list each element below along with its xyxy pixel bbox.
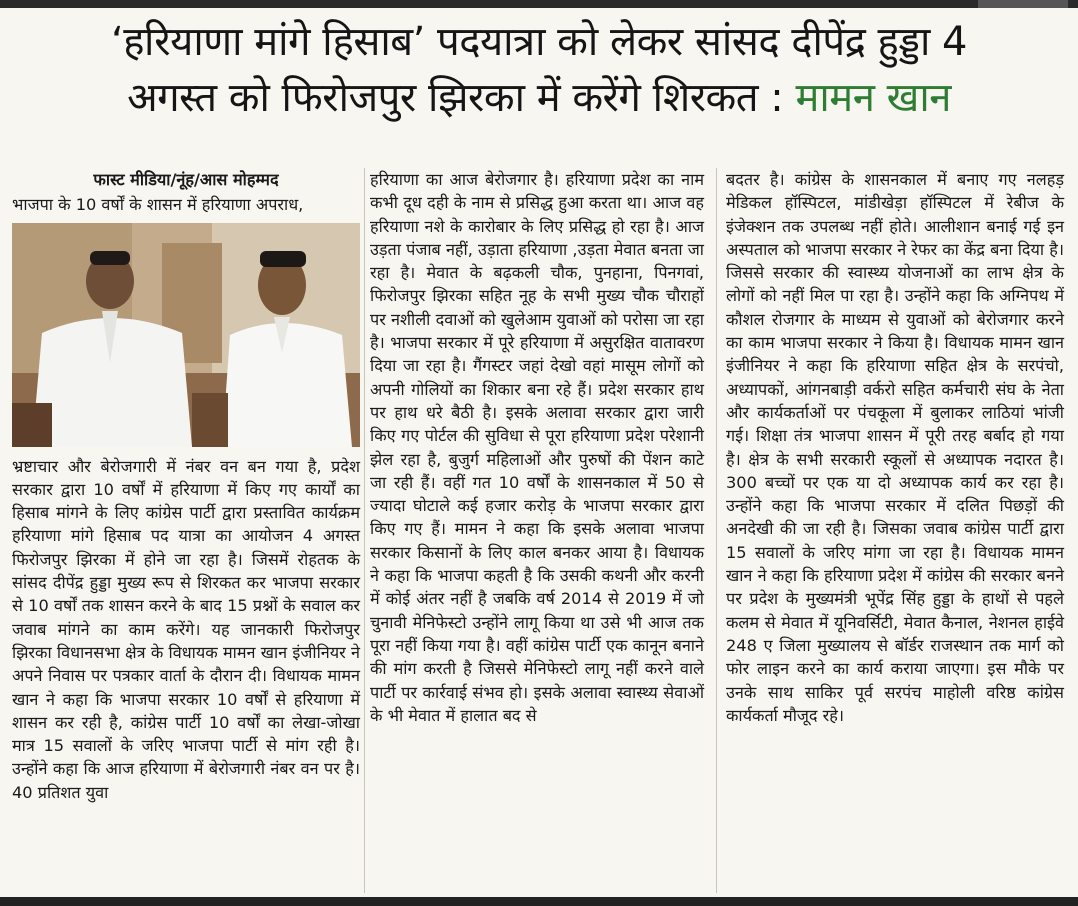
column-2 — [370, 168, 704, 727]
column-2-body: हरियाणा का आज बेरोजगार है। हरियाणा प्रदेश का नाम कभी दूध दही के नाम से प्रसिद्ध हुआ करता था। आज वह हरियाणा नशे के कारोबार के लिए प्रसिद्ध हो रहा है। आज उड़ता पंजाब नहीं, उड़ाता हरियाणा ,उड़ता मेवात बनता जा रहा है। मेवात के बढ़कली चौक, पुनहाना, पिनगवां, फिरोजपुर झिरका सहित नूह के सभी मुख्य चौक चौराहों पर नशीली दवाओं को खुलेआम युवाओं को परोसा जा रहा है। भाजपा सरकार में पूरे हरियाणा में असुरक्षित वातावरण दिया जा रहा है। गैंगस्टर जहां देखो वहां मासूम लोगों को अपनी गोलियों का शिकार बना रहे हैं। प्रदेश सरकार हाथ पर हाथ धरे बैठी है। इसके अलावा सरकार द्वारा जारी किए गए पोर्टल की सुविधा से पूरा हरियाणा प्रदेश परेशानी झेल रहा है, बुजुर्ग महिलाओं और पुरुषों की पेंशन काटे जा रही हैं। वहीं गत 10 वर्षों के शासनकाल में 50 से ज्यादा घोटाले कई हजार करोड़ के भाजपा सरकार द्वारा किए गए हैं। मामन ने कहा कि इसके अलावा भाजपा सरकार किसानों के लिए काल बनकर आया है। विधायक ने कहा कि भाजपा कहती है कि उसकी कथनी और करनी में कोई अंतर नहीं है जबकि वर्ष 2014 से 2019 में जो चुनावी मेनिफेस्टो उन्होंने लागू किया था उसे भी आज तक पूरा नहीं किया गया है। वहीं कांग्रेस पार्टी एक कानून बनाने की मांग करती है जिससे मेनिफेस्टो लागू नहीं करने वाले पार्टी पर कार्रवाई संभव हो। इसके अलावा स्वास्थ्य सेवाओं के भी मेवात में हालात बद से — [370, 170, 704, 725]
column-divider — [716, 168, 717, 893]
byline: फास्ट मीडिया/नूंह/आस मोहम्मद — [93, 170, 279, 189]
column-3-body: बदतर है। कांग्रेस के शासनकाल में बनाए गए नलहड़ मेडिकल हॉस्पिटल, मांडीखेड़ा हॉस्पिटल में रेबीज के इंजेक्शन तक उपलब्ध नहीं होते। आलीशान बनाई गई इन अस्पताल को भाजपा सरकार ने रेफर का केंद्र बना दिया है। जिससे सरकार की स्वास्थ्य योजनाओं का लाभ क्षेत्र के लोगों को नहीं मिल पा रहा है। उन्होंने कहा कि अग्निपथ में कौशल रोजगार के माध्यम से युवाओं को बेरोजगार करने का काम भाजपा सरकार ने किया है। विधायक मामन खान इंजीनियर ने कहा कि हरियाणा सहित क्षेत्र के सरपंचो, अध्यापकों, आंगनबाड़ी वर्करो सहित कर्मचारी संघ के नेता और कार्यकर्ताओं पर पंचकूला में बुलाकर लाठियां भांजी गई। शिक्षा तंत्र भाजपा शासन में पूरी तरह बर्बाद हो गया है। क्षेत्र के सभी सरकारी स्कूलों से अध्यापक नदारत है। 300 बच्चों पर एक या दो अध्यापक कार्य कर रहा है। उन्होंने कहा कि भाजपा सरकार में दलित पिछड़ों की अनदेखी की जा रही है। जिसका जवाब कांग्रेस पार्टी द्वारा 15 सवालों के जरिए मांगा जा रहा है। विधायक मामन खान ने कहा कि हरियाणा प्रदेश में कांग्रेस की सरकार बनने पर प्रदेश के मुख्यमंत्री भूपेंद्र सिंह हुड्डा के हाथों से पहले कलम से मेवात में यूनिवर्सिटी, मेवात कैनाल, नेशनल हाईवे 248 ए जिला मुख्यालय से बॉर्डर राजस्थान तक मार्ग को फोर लाइन करने का कार्य कराया जाएगा। इस मौके पर उनके साथ साकिर पूर्व सरपंच माहोली वरिष्ठ कांग्रेस कार्यकर्ता मौजूद रहे। — [726, 170, 1064, 725]
top-strip — [0, 0, 1078, 8]
intro-text: भाजपा के 10 वर्षों के शासन में हरियाणा अपराध, — [12, 195, 304, 215]
headline-line-2-main: अगस्त को फिरोजपुर झिरका में करेंगे शिरकत : — [127, 75, 796, 121]
headline-line-1: ‘हरियाणा मांगे हिसाब’ पदयात्रा को लेकर सांसद दीपेंद्र हुड्डा 4 — [110, 19, 967, 65]
column-3 — [726, 168, 1064, 727]
bottom-strip — [0, 897, 1078, 906]
photo-illustration — [12, 223, 360, 447]
top-strip-tag — [978, 0, 1068, 8]
column-1 — [12, 168, 360, 804]
column-1-body: भ्रष्टाचार और बेरोजगारी में नंबर वन बन गया है, प्रदेश सरकार द्वारा 10 वर्षों में हरियाणा में किए गए कार्यों का हिसाब मांगने के लिए कांग्रेस पार्टी द्वारा प्रस्तावित कार्यक्रम हरियाणा मांगे हिसाब पद यात्रा का आयोजन 4 अगस्त फिरोजपुर झिरका में होने जा रहा है। जिसमें रोहतक के सांसद दीपेंद्र हुड्डा मुख्य रूप से शिरकत कर भाजपा सरकार से 10 वर्षों तक शासन करने के बाद 15 प्रश्नों के सवाल कर जवाब मांगने का काम करेंगे। यह जानकारी फिरोजपुर झिरका विधानसभा क्षेत्र के विधायक मामन खान इंजीनियर ने अपने निवास पर पत्रकार वार्ता के दौरान दी। विधायक मामन खान ने कहा कि भाजपा सरकार 10 वर्षों से हरियाणा में शासन कर रही है, कांग्रेस पार्टी 10 वर्षों का लेखा-जोखा मात्र 15 सवालों के जरिए भाजपा पार्टी से मांग रही है। उन्होंने कहा कि आज हरियाणा में बेरोजगारी नंबर वन पर है। 40 प्रतिशत युवा — [12, 456, 360, 802]
headline-line-2 — [0, 70, 1078, 126]
headline-accent: मामन खान — [795, 75, 951, 121]
column-divider — [364, 168, 365, 893]
headline — [0, 14, 1078, 126]
news-photo — [12, 223, 360, 447]
